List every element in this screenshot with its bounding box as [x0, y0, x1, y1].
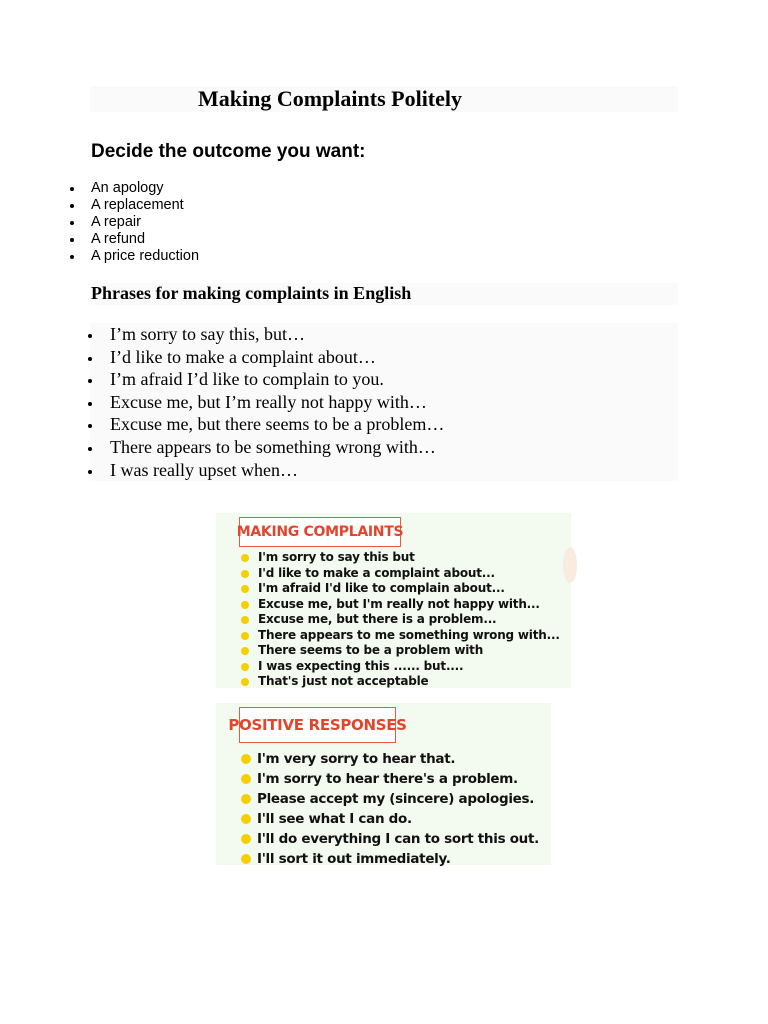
- list-item: [241, 659, 560, 675]
- page-title: Making Complaints Politely: [198, 86, 463, 111]
- yellow-bullet-icon: [241, 774, 251, 784]
- list-item: [70, 197, 199, 214]
- making-complaints-card: [216, 513, 571, 688]
- yellow-bullet-icon: [241, 794, 251, 804]
- list-item-text: I'm afraid I'd like to complain about...: [258, 581, 505, 595]
- yellow-bullet-icon: [241, 616, 249, 624]
- bullet-icon: [88, 424, 92, 428]
- yellow-bullet-icon: [241, 663, 249, 671]
- list-item-text: I’m afraid I’d like to complain to you.: [110, 369, 384, 390]
- yellow-bullet-icon: [241, 678, 249, 686]
- outcome-list: [70, 180, 199, 265]
- bullet-icon: [88, 402, 92, 406]
- list-item-text: Excuse me, but I'm really not happy with...: [258, 596, 540, 611]
- list-item-text: A repair: [91, 214, 141, 230]
- list-item-text: I'll sort it out immediately.: [257, 851, 451, 867]
- list-item: [88, 459, 444, 482]
- list-item-text: I was expecting this ...... but....: [258, 658, 464, 673]
- list-item: [241, 628, 560, 644]
- responses-list: [241, 749, 539, 869]
- yellow-bullet-icon: [241, 632, 249, 640]
- list-item: [241, 612, 560, 628]
- list-item: [70, 231, 199, 248]
- bullet-icon: [88, 447, 92, 451]
- list-item: [70, 248, 199, 265]
- list-item-text: Excuse me, but I’m really not happy with…: [110, 391, 427, 412]
- yellow-bullet-icon: [241, 554, 249, 562]
- list-item: [70, 180, 199, 197]
- card-title: MAKING COMPLAINTS: [239, 517, 401, 547]
- list-item: [70, 214, 199, 231]
- list-item: [88, 436, 444, 459]
- bullet-icon: [70, 187, 74, 191]
- bullet-icon: [70, 204, 74, 208]
- list-item: [88, 391, 444, 414]
- card-title: POSITIVE RESPONSES: [239, 707, 396, 743]
- list-item: [241, 566, 560, 582]
- list-item: [241, 789, 539, 809]
- list-item: [241, 769, 539, 789]
- bullet-icon: [70, 238, 74, 242]
- bullet-icon: [88, 334, 92, 338]
- list-item-text: Excuse me, but there is a problem...: [258, 612, 497, 626]
- yellow-bullet-icon: [241, 854, 251, 864]
- bullet-icon: [70, 255, 74, 259]
- yellow-bullet-icon: [241, 585, 249, 593]
- list-item-text: I'm sorry to hear there's a problem.: [257, 771, 518, 787]
- list-item-text: Please accept my (sincere) apologies.: [257, 791, 535, 807]
- phrases-heading: Phrases for making complaints in English: [91, 283, 412, 303]
- list-item: [241, 597, 560, 613]
- yellow-bullet-icon: [241, 834, 251, 844]
- list-item-text: There seems to be a problem with: [258, 643, 484, 657]
- list-item: [241, 643, 560, 659]
- list-item: [241, 829, 539, 849]
- list-item-text: I'd like to make a complaint about...: [258, 565, 495, 580]
- list-item-text: A refund: [91, 231, 146, 247]
- list-item: [241, 674, 560, 690]
- yellow-bullet-icon: [241, 601, 249, 609]
- list-item: [241, 809, 539, 829]
- list-item: [88, 368, 444, 391]
- yellow-bullet-icon: [241, 754, 251, 764]
- bullet-icon: [88, 470, 92, 474]
- decorative-shape: [563, 547, 577, 583]
- bullet-icon: [70, 221, 74, 225]
- positive-responses-card: [216, 703, 551, 865]
- bullet-icon: [88, 357, 92, 361]
- list-item-text: I’d like to make a complaint about…: [110, 346, 376, 367]
- list-item-text: I'm sorry to say this but: [258, 550, 415, 564]
- complaints-list: [241, 550, 560, 690]
- list-item-text: There appears to be something wrong with…: [110, 436, 436, 457]
- outcome-heading: Decide the outcome you want:: [91, 141, 366, 162]
- list-item: [241, 749, 539, 769]
- yellow-bullet-icon: [241, 570, 249, 578]
- list-item-text: I’m sorry to say this, but…: [110, 324, 305, 344]
- list-item-text: I was really upset when…: [110, 459, 298, 480]
- list-item-text: Excuse me, but there seems to be a problem…: [110, 414, 445, 435]
- list-item: [241, 550, 560, 566]
- list-item-text: A replacement: [91, 197, 184, 213]
- bullet-icon: [88, 379, 92, 383]
- yellow-bullet-icon: [241, 814, 251, 824]
- list-item-text: I'm very sorry to hear that.: [257, 751, 456, 767]
- list-item-text: A price reduction: [91, 248, 200, 264]
- list-item: [241, 581, 560, 597]
- list-item-text: I'll do everything I can to sort this out.: [257, 831, 539, 847]
- list-item-text: That's just not acceptable: [258, 674, 429, 688]
- list-item: [88, 346, 444, 369]
- list-item: [88, 323, 444, 346]
- list-item-text: There appears to me something wrong with...: [258, 627, 560, 642]
- list-item: [241, 849, 539, 869]
- yellow-bullet-icon: [241, 647, 249, 655]
- phrases-list: [88, 323, 444, 481]
- list-item-text: I'll see what I can do.: [257, 811, 412, 827]
- list-item-text: An apology: [91, 180, 164, 196]
- list-item: [88, 413, 444, 436]
